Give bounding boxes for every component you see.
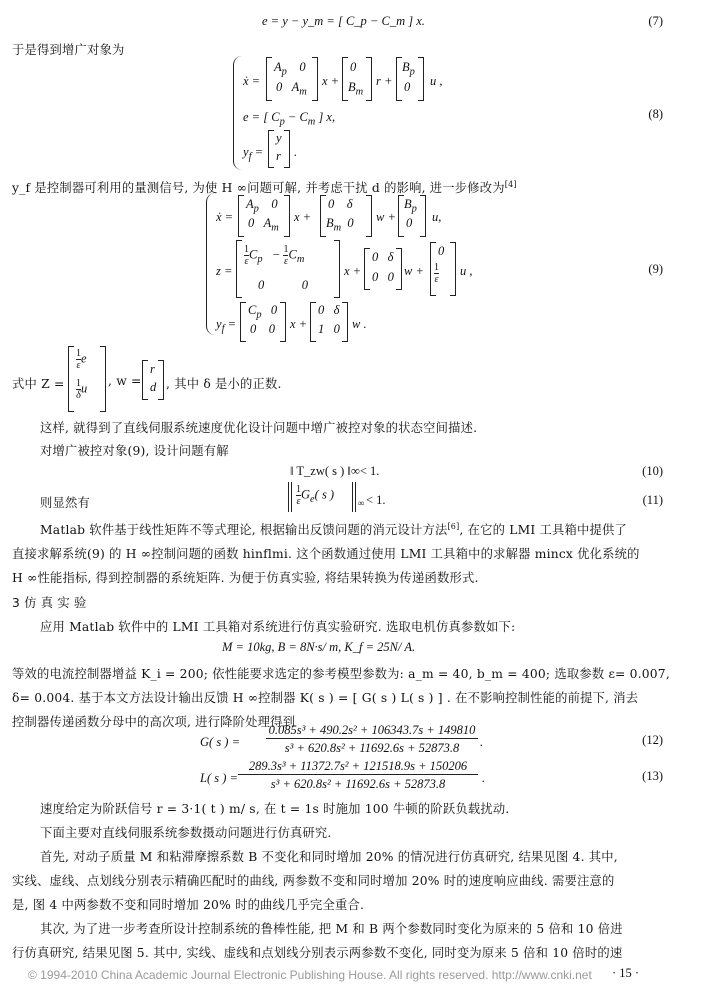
paragraph-line: 行仿真研究, 结果见图 5. 其中, 实线、虚线和点划线分别表示两参数不变化, 同时变为原来 5 倍和 10 倍时的速 [12,946,623,960]
equation-7: e = y − y_m = [ C_p − C_m ] x. [262,14,425,28]
equation-number: (13) [642,769,663,783]
paragraph-line: 应用 Matlab 软件中的 LMI 工具箱对系统进行仿真实验研究. 选取电机仿真参数如下: [40,620,516,634]
page-number: · 15 · [612,966,640,980]
paragraph-line: 控制器传递函数分母中的高次项, 进行降阶处理得到 [12,715,296,729]
paragraph-line: 对增广被控对象(9), 设计问题有解 [40,444,229,458]
equation-number: (11) [642,493,663,507]
paragraph-line: 这样, 就得到了直线伺服系统速度优化设计问题中增广被控对象的状态空间描述. [40,421,478,435]
equation-number: (9) [648,262,663,276]
equation-10: ‖ T_zw( s ) ‖∞< 1. [290,464,380,478]
equation-number: (10) [642,464,663,478]
paragraph-line: y_f 是控制器可利用的量测信号, 为使 H ∞问题可解, 并考虑干扰 d 的影响, 进一步修改为[4] [12,179,517,195]
equation-number: (7) [648,14,663,28]
paragraph-line: 下面主要对直线伺服系统参数摄动问题进行仿真研究. [40,826,332,840]
paragraph-line: 其次, 为了进一步考查所设计控制系统的鲁棒性能, 把 M 和 B 两个参数同时变化为原来的 5 倍和 10 倍进 [40,922,623,936]
section-heading: 3 仿 真 实 验 [12,596,87,610]
paragraph-line: H ∞性能指标, 得到控制器的系统矩阵. 为便于仿真实验, 将结果转换为传递函数形式. [12,571,479,585]
paragraph-line: 直接求解系统(9) 的 H ∞控制问题的函数 hinflmi. 这个函数通过使用 LMI 工具箱中的求解器 mincx 优化系统的 [12,547,640,561]
paragraph-line: 是, 图 4 中两参数不变和同时增加 20% 时的曲线几乎完全重合. [12,898,365,912]
paragraph-line: 首先, 对动子质量 M 和粘滞摩擦系数 B 不变化和同时增加 20% 的情况进行仿真研究, 结果见图 4. 其中, [40,850,618,864]
paragraph-line: 等效的电流控制器增益 K_i = 200; 依性能要求选定的参考模型参数为: a_m = 40, b_m = 400; 选取参数 ε= 0.007, [12,667,670,681]
paragraph-line: δ= 0.004. 基于本文方法设计输出反馈 H ∞控制器 K( s ) = [ G( s ) L( s ) ] . 在不影响控制性能的前提下, 消去 [12,691,639,705]
paragraph-line: 于是得到增广对象为 [12,43,125,57]
equation-number: (12) [642,733,663,747]
paragraph-line: 速度给定为阶跃信号 r = 3·1( t ) m/ s, 在 t = 1s 时施加 100 牛顿的阶跃负载扰动. [40,802,510,816]
copyright-footer: © 1994-2010 China Academic Journal Electronic Publishing House. All rights reserved. http://www.cnki.net [28,968,592,982]
paragraph-line: 则显然有 [40,496,90,510]
paragraph-line: Matlab 软件基于线性矩阵不等式理论, 根据输出反馈问题的消元设计方法[6], 在它的 LMI 工具箱中提供了 [40,521,628,537]
equation-number: (8) [648,107,663,121]
paragraph-line: 实线、虚线、点划线分别表示精确匹配时的曲线, 两参数不变和同时增加 20% 时的速度响应曲线. 需要注意的 [12,874,615,888]
parameter-line: M = 10kg, B = 8N·s/ m, K_f = 25N/ A. [222,640,416,654]
